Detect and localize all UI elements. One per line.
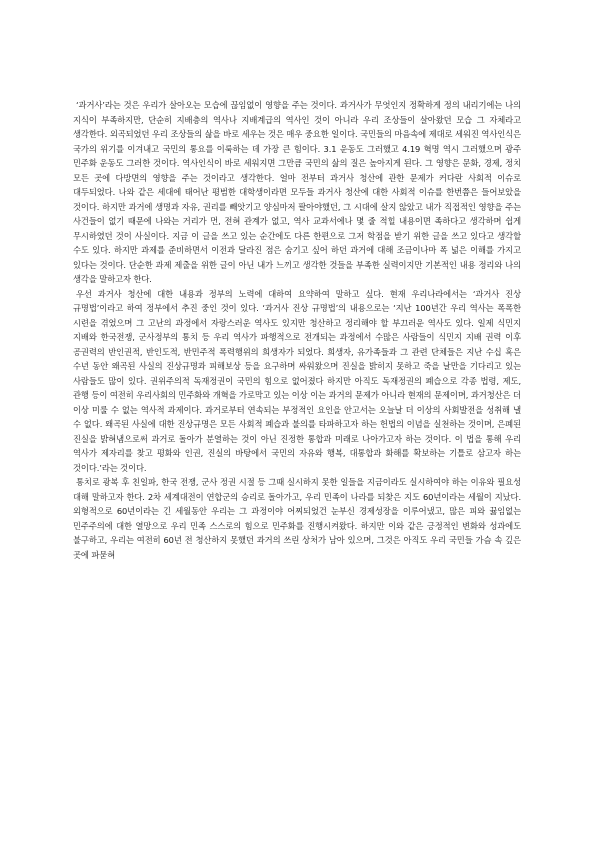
paragraph-3: 통치로 광복 후 친일파, 한국 전쟁, 군사 정권 시절 등 그때 실시하지 못한 일들을 지금이라도 실시하여야 하는 이유와 필요성 대해 말하고자 한다. 2차 세계대전이 연합군의 승리로 돌아가고, 우리 민족이 나라를 되찾은 지도 60년이라는 세월이 지났다. 외형적으로 60년이라는 긴 세월동안 우리는 그 과정이야 어찌되었건 눈부신 경제성장을 이루어냈고, 많은 피와 뀷임없는 민주주의에 대한 열망으로 우리 민족 스스로의 힘으로 민주화를 진행시켜왔다. 하지만 이와 같은 긍정적인 변화와 성과에도 불구하고, 우리는 여전히 60년 전 청산하지 못했던 과거의 쓰린 상처가 남아 있으며, 그것은 아직도 우리 국민들 가슴 속 깊은 곳에 파묻혀 <box>73 477 521 560</box>
body-text <box>73 98 521 562</box>
paragraph-1: ‘과거사’라는 것은 우리가 살아오는 모습에 끊임없이 영향을 주는 것이다. 과거사가 무엇인지 정확하게 정의 내리기에는 나의 지식이 부족하지만, 단순히 지배층의 역사나 지배계급의 역사인 것이 아니라 우리 조상들이 살아왔던 모습 그 자체라고 생각한다. 외곡되었던 우리 조상들의 삶을 바로 세우는 것은 매우 중요한 일이다. 국민들의 마음속에 제대로 세워진 역사인식은 국가의 위기를 이겨내고 국민의 통요를 이룩하는 데 가장 큰 힘이다. 3.1 운동도 그러했고 4.19 혁명 역시 그러했으며 광주 민주화 운동도 그러한 것이다. 역사인식이 바로 세워지면 그만큼 국민의 삶의 질은 높아지게 된다. 그 영향은 문화, 경제, 정치 모든 곳에 다방면의 영향을 주는 것이라고 생각한다. 얼마 전부터 과거사 청산에 관한 문제가 커다란 사회적 이슈로 대두되었다. 나와 같은 세대에 태어난 평범한 대학생이라면 모두들 과거사 청산에 대한 사회적 이슈를 한번쯤은 들어보았을 것이다. 하지만 과거에 생명과 자유, 권리를 빼앗기고 양심마저 팔아야했던, 그 시대에 살지 않았고 내가 직접적인 영향을 주는 사건들이 없기 때문에 나와는 거리가 먼, 전혀 관계가 없고, 역사 교과서에나 몇 줄 적힐 내용이면 족하다고 생각하며 쉽게 무시하였던 것이 사실이다. 지금 이 글을 쓰고 있는 순간에도 다른 한편으로 그저 학점을 받기 위한 글을 쓰고 있다고 생각할 수도 있다. 하지만 과제를 준비하면서 이전과 달라진 점은 숨기고 싶어 하던 과거에 대해 조금이나마 폭 넓은 이해를 가지고 있다는 것이다. 단순한 과제 제출을 위한 글이 아닌 내가 느끼고 생각한 것들을 부족한 실력이지만 기본적인 내용 정리와 나의 생각을 말하고자 한다. <box>73 100 521 284</box>
paragraph-2: 우선 과거사 청산에 대한 내용과 정부의 노력에 대하여 요약하여 말하고 싶다. 현재 우리나라에서는 ‘과거사 진상 규명법’이라고 하여 정부에서 추진 중인 것이 있다. ‘과거사 진상 규명법’의 내용으로는 ‘지난 100년간 우리 역사는 폭폭한 시련을 겪었으며 그 고난의 과정에서 자랑스러운 역사도 있지만 청산하고 정리해야 할 부끄러운 역사도 있다. 일제 식민지 지배와 한국전쟁, 군사정부의 통치 등 우리 역사가 파행적으로 전개되는 과정에서 수많은 사람들이 식민지 지배 권력 이후 공권력의 반인권적, 반인도적, 반민주적 폭력행위의 희생자가 되었다. 희생자, 유가족들과 그 관련 단체들은 지난 수십 혹은 수년 동안 왜곡된 사실의 진상규명과 피해보상 등을 요구하며 싸워왔으며 진실을 밝히지 못하고 죽을 날만을 기다리고 있는 사람들도 많이 있다. 권위주의적 독재정권이 국민의 힘으로 없어졌다 하지만 아직도 독재정권의 폐습으로 각종 법령, 제도, 관행 등이 여전히 우리사회의 민주화와 개혁을 가로막고 있는 이상 이는 과거의 문제가 아니라 현재의 문제이며, 과거청산은 더 이상 미룰 수 없는 역사적 과제이다. 과거로부터 연속되는 부정적인 요인을 안고서는 오늘날 더 이상의 사회발전을 성취해 낼 수 없다. 왜곡된 사실에 대한 진상규명은 모든 사회적 폐습과 불의를 타파하고자 하는 헌법의 이념을 실천하는 것이며, 은폐된 진실을 밝혀냄으로써 과거로 돌아가 분열하는 것이 아닌 진정한 통합과 미래로 나아가고자 하는 것이다. 이 법을 통해 우리 역사가 제자리를 찾고 평화와 인권, 진실의 바탕에서 국민의 자유와 행복, 대통합과 화해를 확보하는 기틀로 삼고자 하는 것이다.’라는 것이다. <box>73 288 521 473</box>
